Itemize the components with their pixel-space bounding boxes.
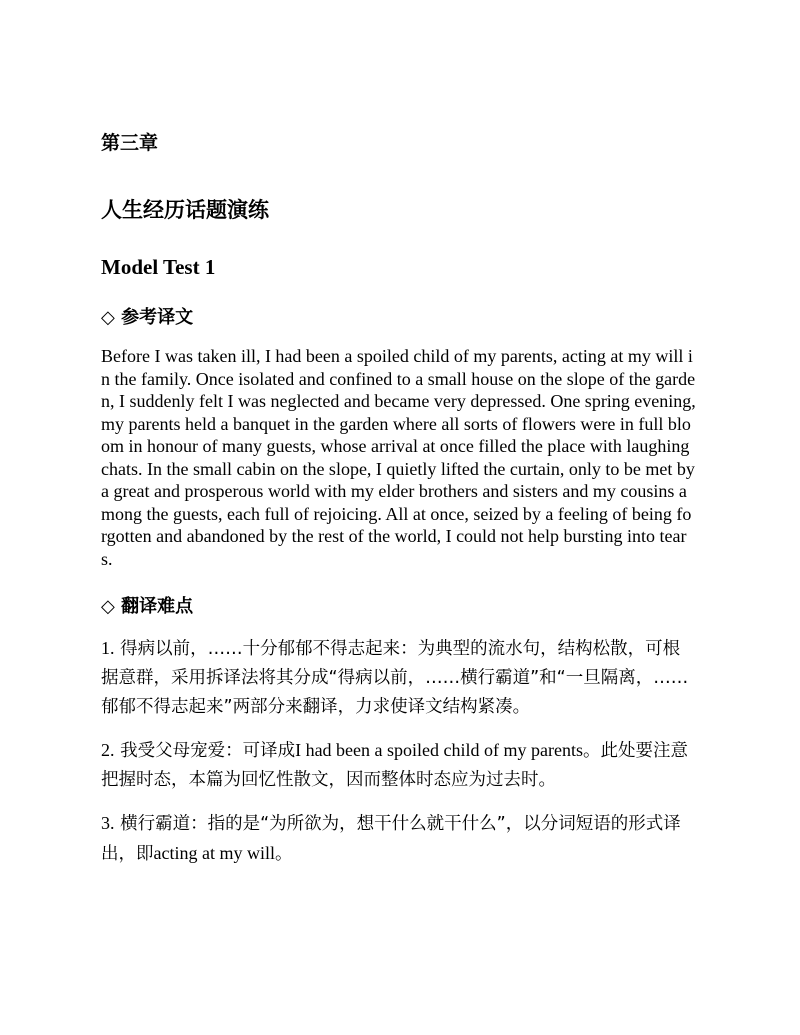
chapter-heading: 第三章 — [101, 132, 159, 154]
note-english-phrase: acting at my will — [153, 843, 275, 863]
topic-heading: 人生经历话题演练 — [101, 198, 269, 222]
section-title: 参考译文 — [121, 307, 194, 328]
note-text-pre: 我受父母宠爱：可译成 — [120, 741, 296, 761]
note-item-2 — [101, 736, 697, 795]
note-text-post: 。此处要注意把握时态，本篇为回忆性散文，因而整体时态应为过去时。 — [101, 741, 688, 790]
section-heading-translation-difficulties — [101, 592, 701, 622]
note-text-post: 。 — [274, 844, 293, 864]
note-number: 2. — [101, 740, 115, 760]
note-item-1 — [101, 634, 697, 722]
note-item-3 — [101, 809, 697, 869]
reference-translation-paragraph: Before I was taken ill, I had been a spoiled child of my parents, acting at my will in the family. Once isolated and confined to a small house on the slope of the garden, I suddenly felt I was neglected and became very depressed. One spring evening, my parents held a banquet in the garden where all sorts of flowers were in full bloom in honour of many guests, whose arrival at once filled the place with laughing chats. In the small cabin on the slope, I quietly lifted the curtain, only to be met by a great and prosperous world with my elder brothers and sisters and my cousins among the guests, each full of rejoicing. All at once, seized by a feeling of being forgotten and abandoned by the rest of the world, I could not help bursting into tears. — [101, 346, 696, 569]
note-english-phrase: I had been a spoiled child of my parents — [295, 740, 583, 760]
diamond-icon: ◇ — [101, 307, 115, 328]
note-number: 1. — [101, 638, 115, 658]
document-page — [101, 128, 701, 883]
note-number: 3. — [101, 813, 115, 833]
model-test-heading: Model Test 1 — [101, 255, 216, 279]
note-text: 得病以前，……十分郁郁不得志起来：为典型的流水句，结构松散，可根据意群，采用拆译法将其分成“得病以前，……横行霸道”和“一旦隔离，……郁郁不得志起来”两部分来翻译，力求使译文结构紧凑。 — [101, 639, 689, 717]
section-heading-reference-translation — [101, 303, 701, 333]
note-text-pre: 横行霸道：指的是“为所欲为，想干什么就干什么”，以分词短语的形式译出，即 — [101, 814, 681, 864]
diamond-icon: ◇ — [101, 596, 115, 617]
section-title: 翻译难点 — [121, 596, 194, 617]
